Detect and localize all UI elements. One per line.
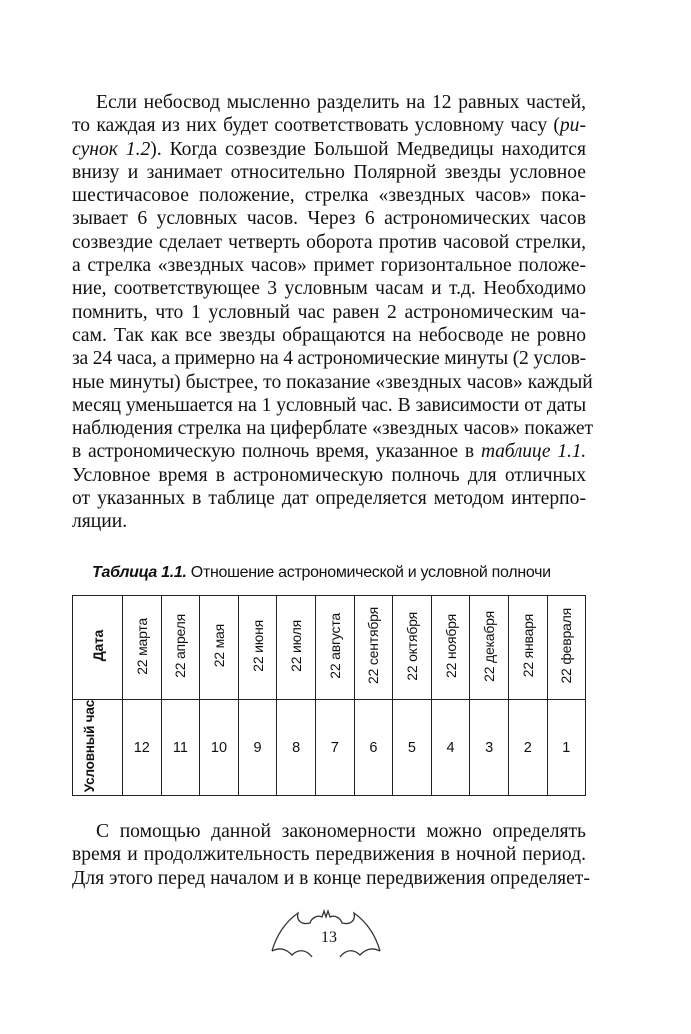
table-reference: таблице 1.1. bbox=[480, 441, 586, 463]
table-cell-hour: 6 bbox=[354, 700, 393, 796]
figure-reference: сунок 1.2 bbox=[72, 138, 151, 160]
text-line: помнить, что 1 условный час равен 2 астрономическим ча- bbox=[72, 301, 586, 323]
table-row-dates bbox=[73, 596, 586, 700]
text-line: С помощью данной закономерности можно определять bbox=[96, 821, 586, 842]
text-line: время и продолжительность передвижения в ночной период. bbox=[72, 844, 586, 866]
text-line: Условное время в астрономическую полночь для отличных bbox=[72, 464, 586, 486]
table-row-hours bbox=[73, 700, 586, 796]
table-cell-date: 22 июля bbox=[277, 596, 316, 700]
table-cell-hour: 1 bbox=[547, 700, 586, 796]
text-line: ляции. bbox=[72, 511, 128, 533]
table-cell-date: 22 декабря bbox=[470, 596, 509, 700]
text-line: шестичасовое положение, стрелка «звездных часов» пока- bbox=[72, 185, 586, 207]
text-line: созвездие сделает четверть оборота против часовой стрелки, bbox=[72, 231, 586, 253]
figure-reference: ри- bbox=[559, 115, 586, 137]
page-number: 13 bbox=[321, 929, 337, 946]
table-row-header: Условный час bbox=[73, 700, 123, 796]
text-line: в астрономическую полночь время, указанное в таблице 1.1. bbox=[72, 441, 586, 463]
text-line: то каждая из них будет соответствовать условному часу (ри- bbox=[72, 115, 586, 137]
text-line: ние, соответствующее 3 условным часам и т.д. Необходимо bbox=[72, 278, 586, 300]
table-cell-hour: 12 bbox=[123, 700, 162, 796]
table-row-header: Дата bbox=[73, 596, 123, 700]
table-cell-date: 22 апреля bbox=[161, 596, 200, 700]
body-paragraph-1 bbox=[72, 91, 594, 534]
body-paragraph-2 bbox=[72, 820, 590, 890]
table-cell-date: 22 января bbox=[508, 596, 547, 700]
table-cell-date: 22 февраля bbox=[547, 596, 586, 700]
table-cell-hour: 9 bbox=[238, 700, 277, 796]
midnight-table bbox=[72, 595, 586, 796]
table-cell-hour: 11 bbox=[161, 700, 200, 796]
table-cell-hour: 4 bbox=[431, 700, 470, 796]
table-cell-date: 22 ноября bbox=[431, 596, 470, 700]
text-line: ные минуты) быстрее, то показание «звездных часов» каждый bbox=[72, 371, 593, 393]
table-cell-hour: 8 bbox=[277, 700, 316, 796]
text-line: Для этого перед началом и в конце передвижения определяет- bbox=[72, 867, 590, 889]
table-caption-label: Таблица 1.1. bbox=[92, 564, 187, 581]
table-cell-hour: 2 bbox=[508, 700, 547, 796]
text-line: месяц уменьшается на 1 условный час. В зависимости от даты bbox=[72, 394, 586, 416]
table-caption-text: Отношение астрономической и условной полночи bbox=[186, 564, 551, 581]
table-cell-date: 22 октября bbox=[393, 596, 432, 700]
table-cell-date: 22 июня bbox=[238, 596, 277, 700]
table-caption bbox=[92, 563, 592, 583]
table-cell-hour: 7 bbox=[315, 700, 354, 796]
text-line: зывает 6 условных часов. Через 6 астрономических часов bbox=[72, 208, 586, 230]
table-cell-date: 22 августа bbox=[315, 596, 354, 700]
text-line: Если небосвод мысленно разделить на 12 равных частей, bbox=[96, 92, 586, 113]
text-line: а стрелка «звездных часов» примет горизонтальное положе- bbox=[72, 255, 586, 277]
text-line: внизу и занимает относительно Полярной звезды условное bbox=[72, 161, 586, 183]
table-cell-date: 22 сентября bbox=[354, 596, 393, 700]
text-line: от указанных в таблице дат определяется методом интерпо- bbox=[72, 488, 586, 510]
table-cell-date: 22 марта bbox=[123, 596, 162, 700]
text-line: наблюдения стрелка на циферблате «звездных часов» покажет bbox=[72, 418, 594, 440]
text-line: сам. Так как все звезды обращаются на небосводе не ровно bbox=[72, 324, 586, 346]
table-cell-hour: 5 bbox=[393, 700, 432, 796]
table-cell-date: 22 мая bbox=[200, 596, 239, 700]
table-cell-hour: 10 bbox=[200, 700, 239, 796]
table-cell-hour: 3 bbox=[470, 700, 509, 796]
text-line: за 24 часа, а примерно на 4 астрономические минуты (2 услов- bbox=[72, 348, 586, 370]
text-line: сунок 1.2). Когда созвездие Большой Медведицы находится bbox=[72, 138, 586, 160]
